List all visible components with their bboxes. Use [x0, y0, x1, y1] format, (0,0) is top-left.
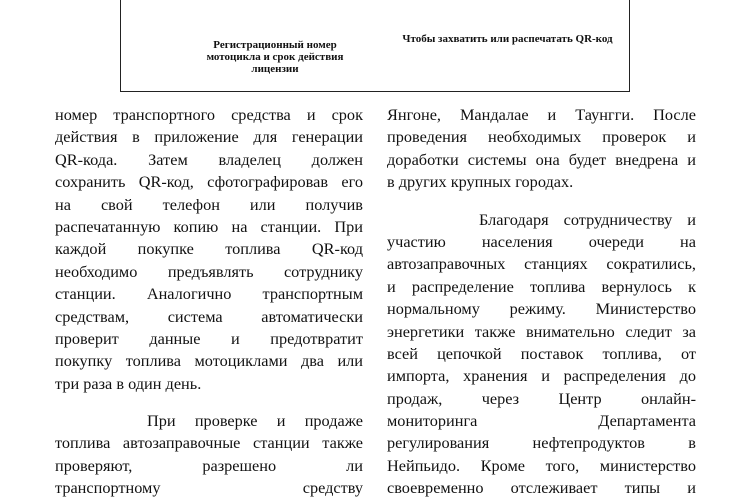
text-line: номер транспортного средства и срок — [55, 105, 363, 124]
text-line: проверяют, разрешено ли — [55, 455, 363, 475]
text-line: проведения необходимых проверок и — [387, 127, 696, 147]
figure-caption-qr: Чтобы захватить или распечатать QR-код — [402, 33, 613, 45]
right-column — [387, 104, 696, 500]
text-line: участию населения очереди на — [387, 231, 696, 251]
paragraph-gap — [387, 194, 696, 209]
text-line: в других крупных городах. — [387, 172, 574, 192]
text-line: регулирования нефтепродуктов в — [387, 433, 696, 453]
text-line: мониторинга Департамента — [387, 411, 696, 431]
paragraph-gap — [55, 395, 363, 410]
text-line: Нейпьидо. Кроме того, министерство — [387, 455, 696, 475]
text-line: каждой покупке топлива QR-код — [55, 239, 363, 259]
text-line: QR-кода. Затем владелец должен — [55, 149, 363, 169]
text-line: При проверке и продаже — [147, 411, 363, 431]
text-line: продаж, через Центр онлайн- — [387, 388, 696, 408]
text-line: Янгоне, Мандалае и Таунгги. После — [387, 105, 696, 124]
text-line: Благодаря сотрудничеству и — [479, 209, 696, 229]
right-paragraph-2 — [387, 209, 696, 500]
text-line: на свой телефон или получив — [55, 194, 363, 214]
text-line: три раза в один день. — [55, 373, 202, 393]
text-line: энергетики также внимательно следит за — [387, 321, 696, 341]
text-line: средствам, система автоматически — [55, 306, 363, 326]
text-line: нормальному режиму. Министерство — [387, 299, 696, 319]
left-paragraph-2 — [55, 410, 363, 500]
text-line: автозаправочных станциях сократились, — [387, 254, 696, 274]
text-line: всей цепочкой поставок топлива, от — [387, 343, 696, 363]
text-line: необходимо предъявлять сотруднику — [55, 261, 363, 281]
right-paragraph-1 — [387, 104, 696, 194]
text-line: и распределение топлива вернулось к — [387, 276, 696, 296]
text-line: проверит данные и предотвратит — [55, 328, 363, 348]
left-column — [55, 104, 363, 500]
text-line: распечатанную копию на станции. При — [55, 216, 363, 236]
text-line: импорта, хранения и распределения до — [387, 366, 696, 386]
text-line: станции. Аналогично транспортным — [55, 284, 363, 304]
text-line: топлива автозаправочные станции также — [55, 433, 363, 453]
text-line: действия в приложение для генерации — [55, 127, 363, 147]
text-line: доработки системы она будет внедрена и — [387, 149, 696, 169]
text-line: сохранить QR-код, сфотографировав его — [55, 172, 363, 192]
text-line: своевременно отслеживает типы и — [387, 478, 696, 498]
text-line: транспортному средству — [55, 478, 363, 498]
text-line: покупку топлива мотоциклами два или — [55, 351, 363, 371]
figure-caption-license: Регистрационный номер мотоцикла и срок действия лицензии — [206, 39, 344, 75]
left-paragraph-1 — [55, 104, 363, 395]
